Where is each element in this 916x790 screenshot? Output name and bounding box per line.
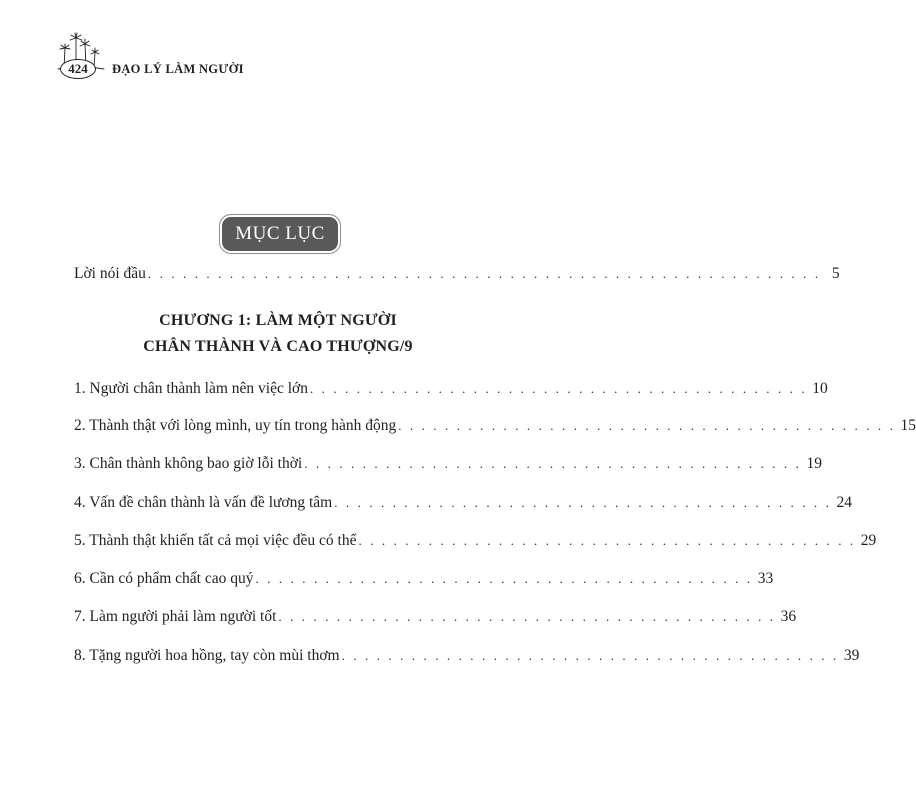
- toc-entry-preface[interactable]: [74, 265, 840, 283]
- dot-leader: . . . . . . . . . . . . . . . . . . . . . . . . . . . . . . . . . . . . . . . . . . .: [341, 648, 839, 663]
- toc-entry[interactable]: [74, 455, 822, 473]
- toc-entry-label: 7. Làm người phải làm người tốt: [74, 608, 277, 625]
- dot-leader: . . . . . . . . . . . . . . . . . . . . . . . . . . . . . . . . . . . . . . . . . . .: [309, 381, 808, 396]
- toc-entry-label: 3. Chân thành không bao giờ lỗi thời: [74, 455, 303, 472]
- toc-entry[interactable]: [74, 417, 916, 435]
- chapter-heading-line-2: CHÂN THÀNH VÀ CAO THƯỢNG/9: [143, 338, 413, 355]
- toc-entry-label: 6. Cần có phẩm chất cao quý: [74, 570, 254, 587]
- toc-entry[interactable]: [74, 380, 828, 398]
- toc-entry-label: 8. Tặng người hoa hồng, tay còn mùi thơm: [74, 647, 340, 664]
- toc-entry-label: 4. Vấn đề chân thành là vấn đề lương tâm: [74, 494, 333, 511]
- page-header: [54, 28, 354, 80]
- toc-entry[interactable]: [74, 608, 797, 626]
- toc-entry-label: 2. Thành thật với lòng mình, uy tín trong hành động: [74, 417, 397, 434]
- toc-title: MỤC LỤC: [222, 217, 338, 251]
- toc-entry-page: 29: [860, 532, 877, 549]
- toc-entry[interactable]: [74, 494, 852, 512]
- dot-leader: . . . . . . . . . . . . . . . . . . . . . . . . . . . . . . . . . . . . . . . . . . .: [334, 495, 832, 510]
- toc-entry-label: 5. Thành thật khiến tất cả mọi việc đều có thể: [74, 532, 357, 549]
- dot-leader: . . . . . . . . . . . . . . . . . . . . . . . . . . . . . . . . . . . . . . . . . . .: [358, 533, 856, 548]
- toc-entry-page: 10: [812, 380, 828, 397]
- toc-entry-label: 1. Người chân thành làm nên việc lớn: [74, 380, 308, 397]
- toc-entry-label: Lời nói đầu: [74, 265, 146, 282]
- toc-entry-page: 33: [757, 570, 774, 587]
- toc-entry[interactable]: [74, 570, 774, 588]
- dot-leader: . . . . . . . . . . . . . . . . . . . . . . . . . . . . . . . . . . . . . . . . . . .: [304, 456, 802, 471]
- toc-entry-page: 19: [806, 455, 822, 472]
- toc-entry[interactable]: [74, 647, 860, 665]
- running-title: ĐẠO LÝ LÀM NGƯỜI: [112, 62, 244, 76]
- toc-entry-page: 5: [831, 265, 840, 282]
- page-number: 424: [60, 59, 96, 79]
- dot-leader: . . . . . . . . . . . . . . . . . . . . . . . . . . . . . . . . . . . . . . . . . . .: [255, 571, 753, 586]
- toc-entry-page: 39: [843, 647, 860, 664]
- dot-leader: . . . . . . . . . . . . . . . . . . . . . . . . . . . . . . . . . . . . . . . . . . .: [398, 418, 896, 433]
- chapter-heading-line-1: CHƯƠNG 1: LÀM MỘT NGƯỜI: [159, 312, 397, 329]
- dot-leader: . . . . . . . . . . . . . . . . . . . . . . . . . . . . . . . . . . . . . . . . . . .: [278, 609, 776, 624]
- toc-entry-page: 15: [900, 417, 916, 434]
- dot-leader: . . . . . . . . . . . . . . . . . . . . . . . . . . . . . . . . . . . . . . . . . . . . . . . . . . . . . . . . . .: [147, 266, 821, 281]
- toc-entry-page: 24: [836, 494, 852, 511]
- toc-entry[interactable]: [74, 532, 877, 550]
- toc-entry-page: 36: [780, 608, 797, 625]
